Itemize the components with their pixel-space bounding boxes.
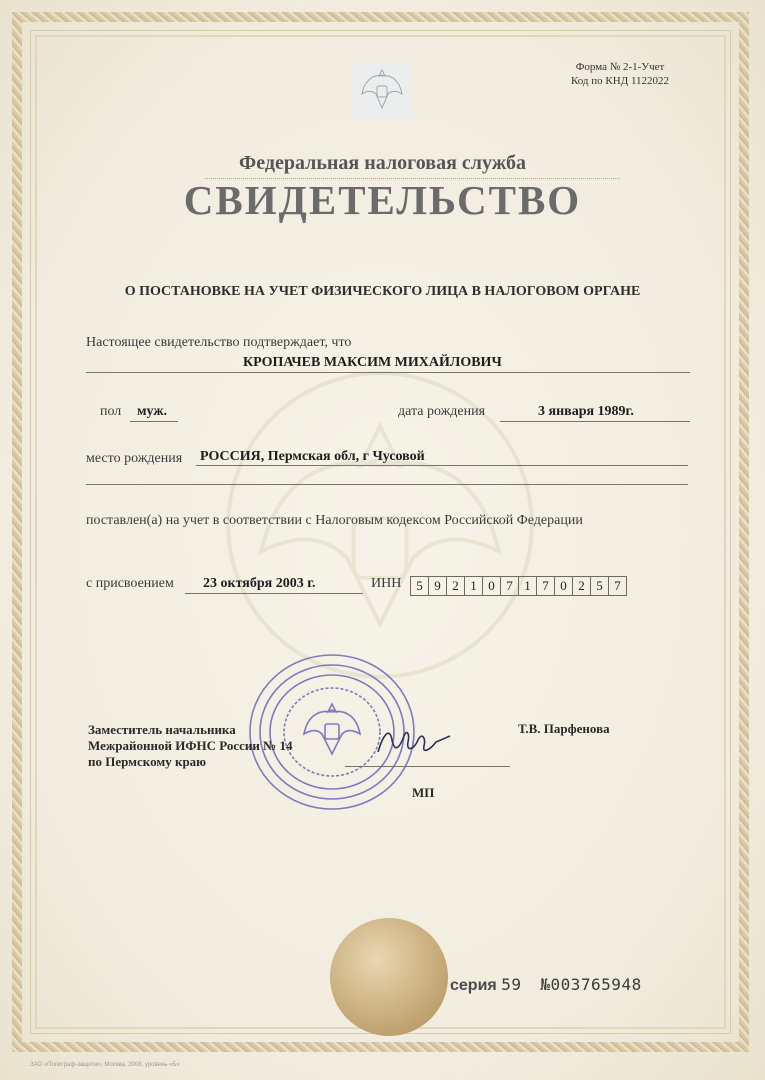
position-line-2: Межрайонной ИФНС России № 14 [88,738,293,753]
inn-digit: 2 [572,576,591,596]
inn-digit: 7 [500,576,519,596]
hologram-icon [330,918,448,1036]
signature-line [345,766,510,767]
series-label: серия [450,977,497,994]
inn-digit: 5 [590,576,609,596]
agency-name: Федеральная налоговая служба [239,152,526,174]
inn-digit: 7 [608,576,627,596]
dob-label: дата рождения [398,404,486,419]
dob-value: 3 января 1989г. [538,404,634,419]
inn-boxes [410,576,626,596]
inn-digit: 1 [518,576,537,596]
registered-text: поставлен(а) на учет в соответствии с Налоговым кодексом Российской Федерации [86,513,583,528]
series-value: 59 [501,975,522,994]
document-subtitle: О ПОСТАНОВКЕ НА УЧЕТ ФИЗИЧЕСКОГО ЛИЦА В НАЛОГОВОМ ОРГАНЕ [124,284,641,299]
form-number: Форма № 2-1-Учет [575,61,665,73]
pob-value: РОССИЯ, Пермская обл, г Чусовой [200,449,425,464]
pob-line-2 [86,484,688,485]
printer-footer: ЗАО «Полиграф-защита», Москва, 2008, уровень «Б» [30,1062,180,1068]
knd-code: Код по КНД 1122022 [570,75,670,87]
pob-label: место рождения [86,451,183,466]
inn-digit: 0 [554,576,573,596]
inn-label: ИНН [371,576,402,591]
serial-block [450,975,642,995]
seal-place-label: МП [412,785,435,800]
inn-digit: 1 [464,576,483,596]
position-line-1: Заместитель начальника [88,722,236,737]
position-line-3: по Пермскому краю [88,754,207,769]
signature-icon [370,722,460,762]
assigned-line [185,593,363,594]
coat-of-arms-icon [352,62,412,120]
dob-line [500,421,690,422]
name-line [86,372,690,373]
document-title: СВИДЕТЕЛЬСТВО [183,177,582,223]
form-code [540,60,700,88]
inn-digit: 5 [410,576,429,596]
sex-line [130,421,178,422]
signer-name: Т.В. Парфенова [518,721,610,736]
assigned-date: 23 октября 2003 г. [203,576,316,591]
inn-digit: 7 [536,576,555,596]
inn-digit: 9 [428,576,447,596]
sex-value: муж. [137,404,168,419]
inn-digit: 0 [482,576,501,596]
full-name: КРОПАЧЕВ МАКСИМ МИХАЙЛОВИЧ [243,355,502,370]
confirms-label: Настоящее свидетельство подтверждает, что [86,335,352,350]
inn-digit: 2 [446,576,465,596]
serial-number: №003765948 [540,975,642,994]
pob-line [196,465,688,466]
assigned-label: с присвоением [86,576,174,591]
signer-position [88,722,292,770]
sex-label: пол [100,404,122,419]
